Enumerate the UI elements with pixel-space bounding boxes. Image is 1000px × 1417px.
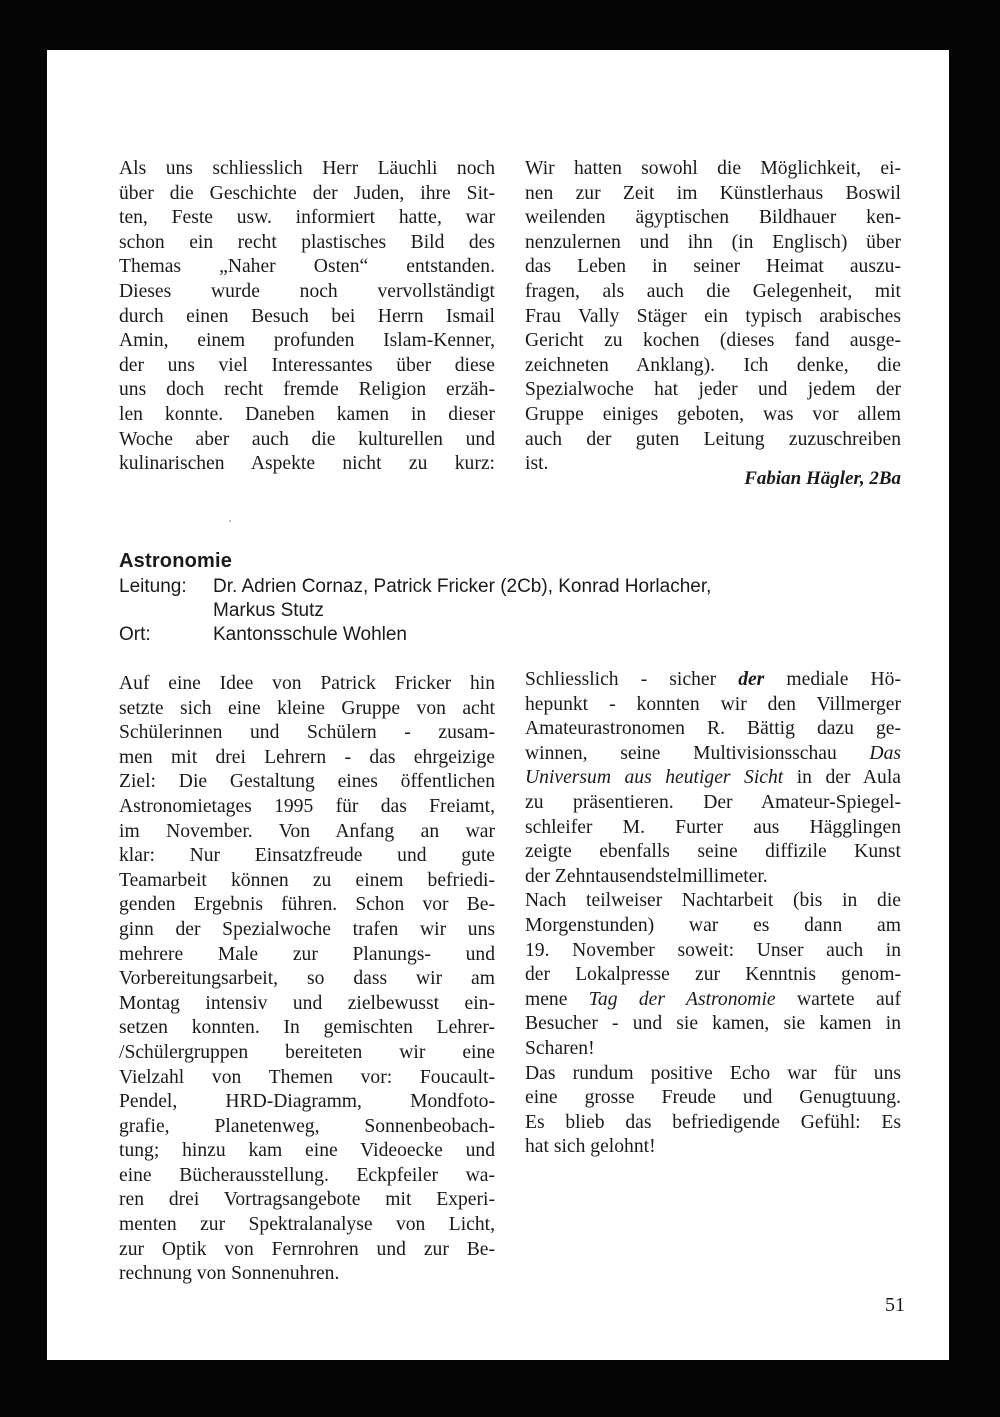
ort-label: Ort: — [119, 624, 151, 645]
top-right-column — [525, 157, 901, 477]
text-line: Vorbereitungsarbeit, so dass wir am — [119, 968, 495, 990]
text-line: Nach teilweiser Nachtarbeit (bis in die — [525, 890, 901, 912]
text-line: auch der guten Leitung zuzuschreiben — [525, 428, 901, 450]
text-line: Teamarbeit können zu einem befriedi- — [119, 869, 495, 891]
text-line: Morgenstunden) war es dann am — [525, 914, 901, 936]
text-line: grafie, Planetenweg, Sonnenbeobach- — [119, 1115, 495, 1137]
scan-speck — [229, 520, 231, 522]
text-line: Astronomietages 1995 für das Freiamt, — [119, 795, 495, 817]
text-line: tung; hinzu kam eine Videoecke und — [119, 1140, 495, 1162]
text-line: Vielzahl von Themen vor: Foucault- — [119, 1066, 495, 1088]
text-line: das Leben in seiner Heimat auszu- — [525, 256, 901, 278]
text-line: Gruppe einiges geboten, was vor allem — [525, 403, 901, 425]
text-line: Montag intensiv und zielbewusst ein- — [119, 992, 495, 1014]
text-line: Spezialwoche hat jeder und jedem der — [525, 379, 901, 401]
text-line: /Schülergruppen bereiteten wir eine — [119, 1041, 495, 1063]
text-line: ginn der Spezialwoche trafen wir uns — [119, 918, 495, 940]
text-line: Themas „Naher Osten“ entstanden. — [119, 256, 495, 278]
text-line: eine Bücherausstellung. Eckpfeiler wa- — [119, 1164, 495, 1186]
text-line: Schülerinnen und Schülern - zusam- — [119, 722, 495, 744]
text-line: kulinarischen Aspekte nicht zu kurz: — [119, 453, 495, 475]
text-line: Pendel, HRD-Diagramm, Mondfoto- — [119, 1091, 495, 1113]
title-text: Tag der Astronomie — [588, 988, 776, 1010]
text-line: Gericht zu kochen (dieses fand ausge- — [525, 330, 901, 352]
text-line: hepunkt - konnten wir den Villmerger — [525, 693, 901, 715]
text-line: zeigte ebenfalls seine diffizile Kunst — [525, 841, 901, 863]
text-line: Als uns schliesslich Herr Läuchli noch — [119, 158, 495, 179]
text-run: in der Aula — [783, 767, 901, 789]
astronomie-right-column — [525, 668, 901, 1160]
text-line: uns doch recht fremde Religion erzäh- — [119, 379, 495, 401]
text-line — [525, 766, 901, 791]
title-text: Universum aus heutiger Sicht — [525, 767, 784, 789]
astronomie-left-column — [119, 672, 495, 1287]
text-line — [525, 668, 901, 693]
text-line: Das rundum positive Echo war für uns — [525, 1062, 901, 1084]
text-line: der uns viel Interessantes über diese — [119, 354, 495, 376]
title-text: Das — [869, 742, 901, 764]
text-line: Frau Vally Stäger ein typisch arabisches — [525, 305, 901, 327]
text-line: Wir hatten sowohl die Möglichkeit, ei- — [525, 158, 901, 179]
text-run: winnen, seine Multivisionsschau — [525, 742, 870, 764]
text-line: hat sich gelohnt! — [525, 1136, 656, 1158]
text-line: eine grosse Freude und Genugtuung. — [525, 1087, 901, 1109]
text-line: Scharen! — [525, 1037, 595, 1059]
leitung-row — [119, 576, 819, 626]
section-heading: Astronomie — [119, 550, 233, 572]
text-run: wartete auf — [775, 988, 901, 1010]
text-line: Besucher - und sie kamen, sie kamen in — [525, 1013, 901, 1035]
text-line: weilenden ägyptischen Bildhauer ken- — [525, 207, 901, 229]
text-line: setzen konnten. In gemischten Lehrer- — [119, 1017, 495, 1039]
page-number: 51 — [885, 1294, 905, 1316]
text-line: mehrere Male zur Planungs- und — [119, 943, 495, 965]
emphasis-text: der — [738, 669, 765, 690]
document-page — [47, 50, 949, 1360]
text-line: len konnte. Daneben kamen in dieser — [119, 403, 495, 425]
text-line: fragen, als auch die Gelegenheit, mit — [525, 280, 901, 302]
text-line: ten, Feste usw. informiert hatte, war — [119, 207, 495, 229]
leitung-value-line2: Markus Stutz — [213, 600, 324, 621]
leitung-label: Leitung: — [119, 576, 187, 597]
ort-row — [119, 624, 819, 650]
text-line: Es blieb das befriedigende Gefühl: Es — [525, 1111, 901, 1133]
text-run: mediale Hö- — [764, 669, 901, 690]
author-signature: Fabian Hägler, 2Ba — [744, 468, 901, 489]
text-line: zeichneten Anklang). Ich denke, die — [525, 354, 901, 376]
text-line: schleifer M. Furter aus Hägglingen — [525, 816, 901, 838]
text-line: zu präsentieren. Der Amateur-Spiegel- — [525, 791, 901, 813]
text-line — [525, 742, 901, 767]
top-left-column — [119, 157, 495, 477]
text-line: men mit drei Lehrern - das ehrgeizige — [119, 746, 495, 768]
text-line — [525, 988, 901, 1013]
text-line: 19. November soweit: Unser auch in — [525, 939, 901, 961]
text-line: zur Optik von Fernrohren und zur Be- — [119, 1238, 495, 1260]
leitung-value-line1: Dr. Adrien Cornaz, Patrick Fricker (2Cb), Konrad Horlacher, — [213, 576, 712, 597]
text-line: nen zur Zeit im Künstlerhaus Boswil — [525, 182, 901, 204]
text-line: im November. Von Anfang an war — [119, 820, 495, 842]
text-line: Woche aber auch die kulturellen und — [119, 428, 495, 450]
text-line: menten zur Spektralanalyse von Licht, — [119, 1214, 495, 1236]
text-run: mene — [525, 988, 589, 1010]
text-line: der Lokalpresse zur Kenntnis genom- — [525, 964, 901, 986]
text-line: über die Geschichte der Juden, ihre Sit- — [119, 182, 495, 204]
text-line: genden Ergebnis führen. Schon vor Be- — [119, 894, 495, 916]
text-line: durch einen Besuch bei Herrn Ismail — [119, 305, 495, 327]
text-line: Auf eine Idee von Patrick Fricker hin — [119, 673, 495, 694]
text-line: ist. — [525, 453, 549, 475]
text-line: ren drei Vortragsangebote mit Experi- — [119, 1189, 495, 1211]
text-line: Ziel: Die Gestaltung eines öffentlichen — [119, 771, 495, 793]
text-line: Amateurastronomen R. Bättig dazu ge- — [525, 718, 901, 740]
text-line: der Zehntausendstelmillimeter. — [525, 865, 768, 887]
text-line: rechnung von Sonnenuhren. — [119, 1263, 340, 1285]
text-line: nenzulernen und ihn (in Englisch) über — [525, 231, 901, 253]
text-run: Schliesslich - sicher — [525, 669, 739, 690]
text-line: setzte sich eine kleine Gruppe von acht — [119, 697, 495, 719]
text-line: klar: Nur Einsatzfreude und gute — [119, 845, 495, 867]
text-line: Amin, einem profunden Islam-Kenner, — [119, 330, 495, 352]
ort-value: Kantonsschule Wohlen — [213, 624, 407, 645]
text-line: schon ein recht plastisches Bild des — [119, 231, 495, 253]
text-line: Dieses wurde noch vervollständigt — [119, 280, 495, 302]
